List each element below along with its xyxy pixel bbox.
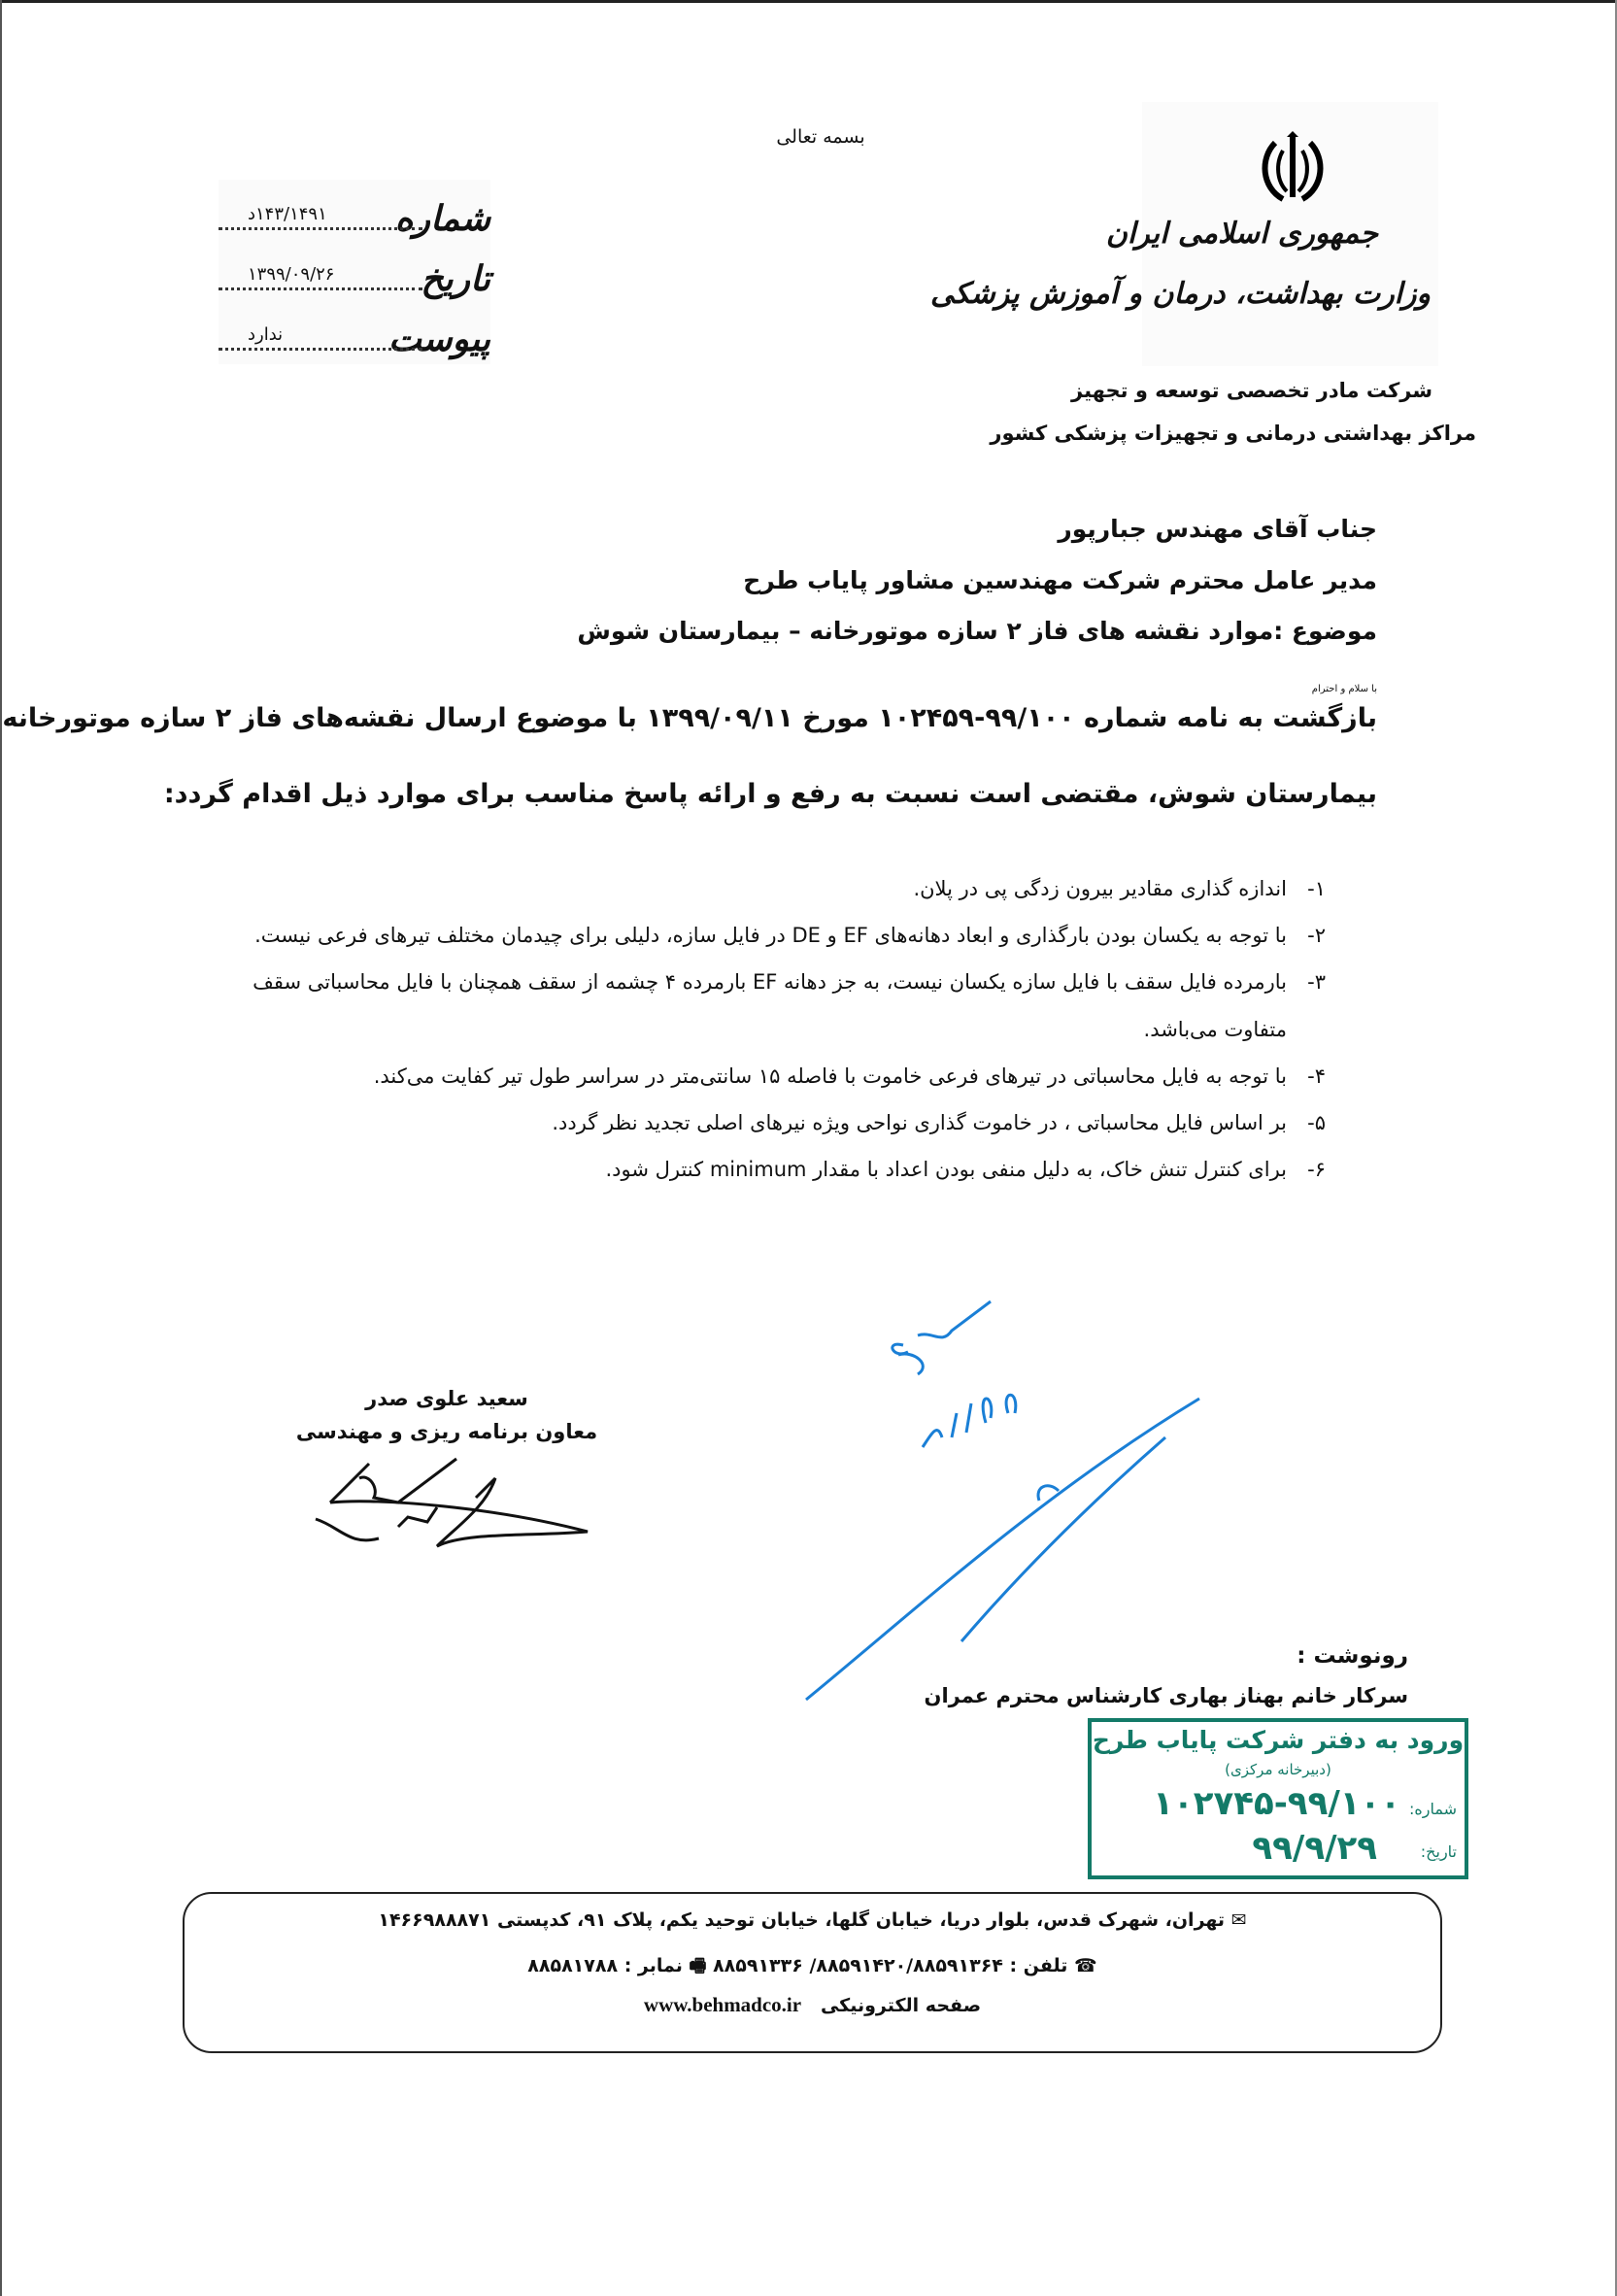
letter-meta-block (219, 180, 490, 364)
signature-black (301, 1449, 602, 1556)
list-item (254, 924, 1326, 947)
list-item (605, 1158, 1326, 1181)
letter-attachment-value: ندارد (219, 322, 422, 351)
item-number: ۳- (1307, 970, 1326, 994)
item-text: برای کنترل تنش خاک، به دلیل منفی بودن اعداد با مقدار minimum کنترل شود. (605, 1158, 1287, 1181)
iran-emblem-icon (1254, 131, 1331, 209)
scan-edge-top (0, 0, 1617, 3)
item-number: ۵- (1307, 1111, 1326, 1134)
item-text: متفاوت می‌باشد. (1143, 1018, 1287, 1041)
item-text: بر اساس فایل محاسباتی ، در خاموت گذاری نواحی ویژه نیرهای اصلی تجدید نظر گردد. (552, 1111, 1287, 1134)
signatory-name: سعید علوی صدر (365, 1387, 528, 1410)
fax-number: ۸۸۵۸۱۷۸۸ (527, 1955, 619, 1976)
stamp-title: ورود به دفتر شرکت پایاب طرح (1092, 1726, 1465, 1754)
item-number: ۲- (1307, 924, 1326, 947)
item-number: ۴- (1307, 1064, 1326, 1088)
letter-number-label: شماره (394, 198, 490, 239)
stamp-subtitle: (دبیرخانه مرکزی) (1225, 1761, 1331, 1778)
letter-number-value: ۱۴۳/۱۴۹۱د (219, 202, 422, 230)
item-number: ۶- (1307, 1158, 1326, 1181)
phone-label: تلفن : (1009, 1955, 1068, 1976)
footer-contact-line (185, 1952, 1440, 1983)
phone-icon: ☎ (1067, 1955, 1097, 1976)
letter-attachment-label: پیوست (388, 319, 490, 359)
item-text: اندازه گذاری مقادیر بیرون زدگی پی در پلان. (913, 877, 1287, 900)
stamp-number-label: شماره: (1408, 1800, 1457, 1818)
stamp-date-value: ۹۹/۹/۲۹ (1252, 1829, 1377, 1868)
list-item (253, 970, 1326, 994)
letter-attachment-row (219, 300, 490, 359)
invocation: بسمه تعالی (776, 126, 865, 148)
list-item-continuation (1144, 1018, 1326, 1041)
received-stamp (1088, 1718, 1468, 1879)
list-item (374, 1064, 1326, 1088)
website-link[interactable]: www.behmadco.ir (643, 1993, 802, 2016)
fax-label: نمابر : (623, 1955, 683, 1976)
scan-edge-left (0, 0, 2, 2296)
handwritten-note-blue (796, 1292, 1204, 1709)
country-name: جمهوری اسلامی ایران (1105, 217, 1378, 251)
item-text: بارمرده فایل سقف با فایل سازه یکسان نیست، به جز دهانه EF بارمرده ۴ چشمه از سقف همچنان با فایل محاسباتی سقف (253, 970, 1287, 994)
cc-recipient: سرکار خانم بهناز بهاری کارشناس محترم عمران (924, 1684, 1408, 1707)
footer-address-line (185, 1909, 1440, 1931)
company-name-line2: مراکز بهداشتی درمانی و تجهیزات پزشکی کشور (990, 422, 1476, 445)
letter-date-value: ۱۳۹۹/۰۹/۲۶ (219, 262, 422, 290)
letter-number-row (219, 180, 490, 239)
website-label: صفحه الکترونیکی (820, 1995, 982, 2016)
footer-address-box (183, 1892, 1442, 2053)
phone-numbers: ۸۸۵۹۱۴۲۰/۸۸۵۹۱۳۶۴/ ۸۸۵۹۱۳۳۶ (713, 1955, 1003, 1976)
ministry-emblem-block (930, 102, 1438, 366)
mail-icon: ✉ (1225, 1909, 1247, 1931)
list-item (913, 877, 1326, 900)
footer-web-line (185, 1993, 1440, 2017)
footer-address: تهران، شهرک قدس، بلوار دریا، خیابان گلها، خیابان توحید یکم، پلاک ۹۱، کدپستی ۱۴۶۶۹۸۸۸۷۱ (378, 1909, 1226, 1931)
letter-date-label: تاریخ (421, 258, 490, 299)
letter-date-row (219, 240, 490, 299)
company-name-line1: شرکت مادر تخصصی توسعه و تجهیز (1071, 379, 1432, 402)
signatory-title: معاون برنامه ریزی و مهندسی (295, 1420, 598, 1443)
addressee-position: مدیر عامل محترم شرکت مهندسین مشاور پایاب طرح (743, 566, 1377, 594)
body-line-2: بیمارستان شوش، مقتضی است نسبت به رفع و ارائه پاسخ مناسب برای موارد ذیل اقدام گردد: (163, 779, 1377, 809)
item-indent (1287, 1018, 1326, 1041)
item-text: با توجه به فایل محاسباتی در تیرهای فرعی خاموت با فاصله ۱۵ سانتی‌متر در سراسر طول تیر کفایت می‌کند. (373, 1064, 1287, 1088)
ministry-name: وزارت بهداشت، درمان و آموزش پزشکی (930, 277, 1431, 311)
cc-heading: رونوشت : (1297, 1643, 1408, 1669)
fax-icon: 🖷 (682, 1955, 707, 1976)
item-text: با توجه به یکسان بودن بارگذاری و ابعاد دهانه‌های EF و DE در فایل سازه، دلیلی برای چیدمان مختلف تیرهای فرعی نیست. (254, 924, 1287, 947)
stamp-date-label: تاریخ: (1420, 1842, 1457, 1861)
list-item (552, 1111, 1326, 1134)
item-number: ۱- (1307, 877, 1326, 900)
greeting: با سلام و احترام (1311, 684, 1377, 694)
body-line-1: بازگشت به نامه شماره ۹۹/۱۰۰-۱۰۲۴۵۹ مورخ ۱۳۹۹/۰۹/۱۱ با موضوع ارسال نقشه‌های فاز ۲ سازه موتورخانه (2, 703, 1377, 733)
letter-subject: موضوع :موارد نقشه های فاز ۲ سازه موتورخانه – بیمارستان شوش (577, 617, 1377, 645)
addressee-name: جناب آقای مهندس جبارپور (1058, 515, 1377, 543)
stamp-number-value: ۱۰۲۷۴۵-۹۹/۱۰۰ (1153, 1784, 1400, 1823)
